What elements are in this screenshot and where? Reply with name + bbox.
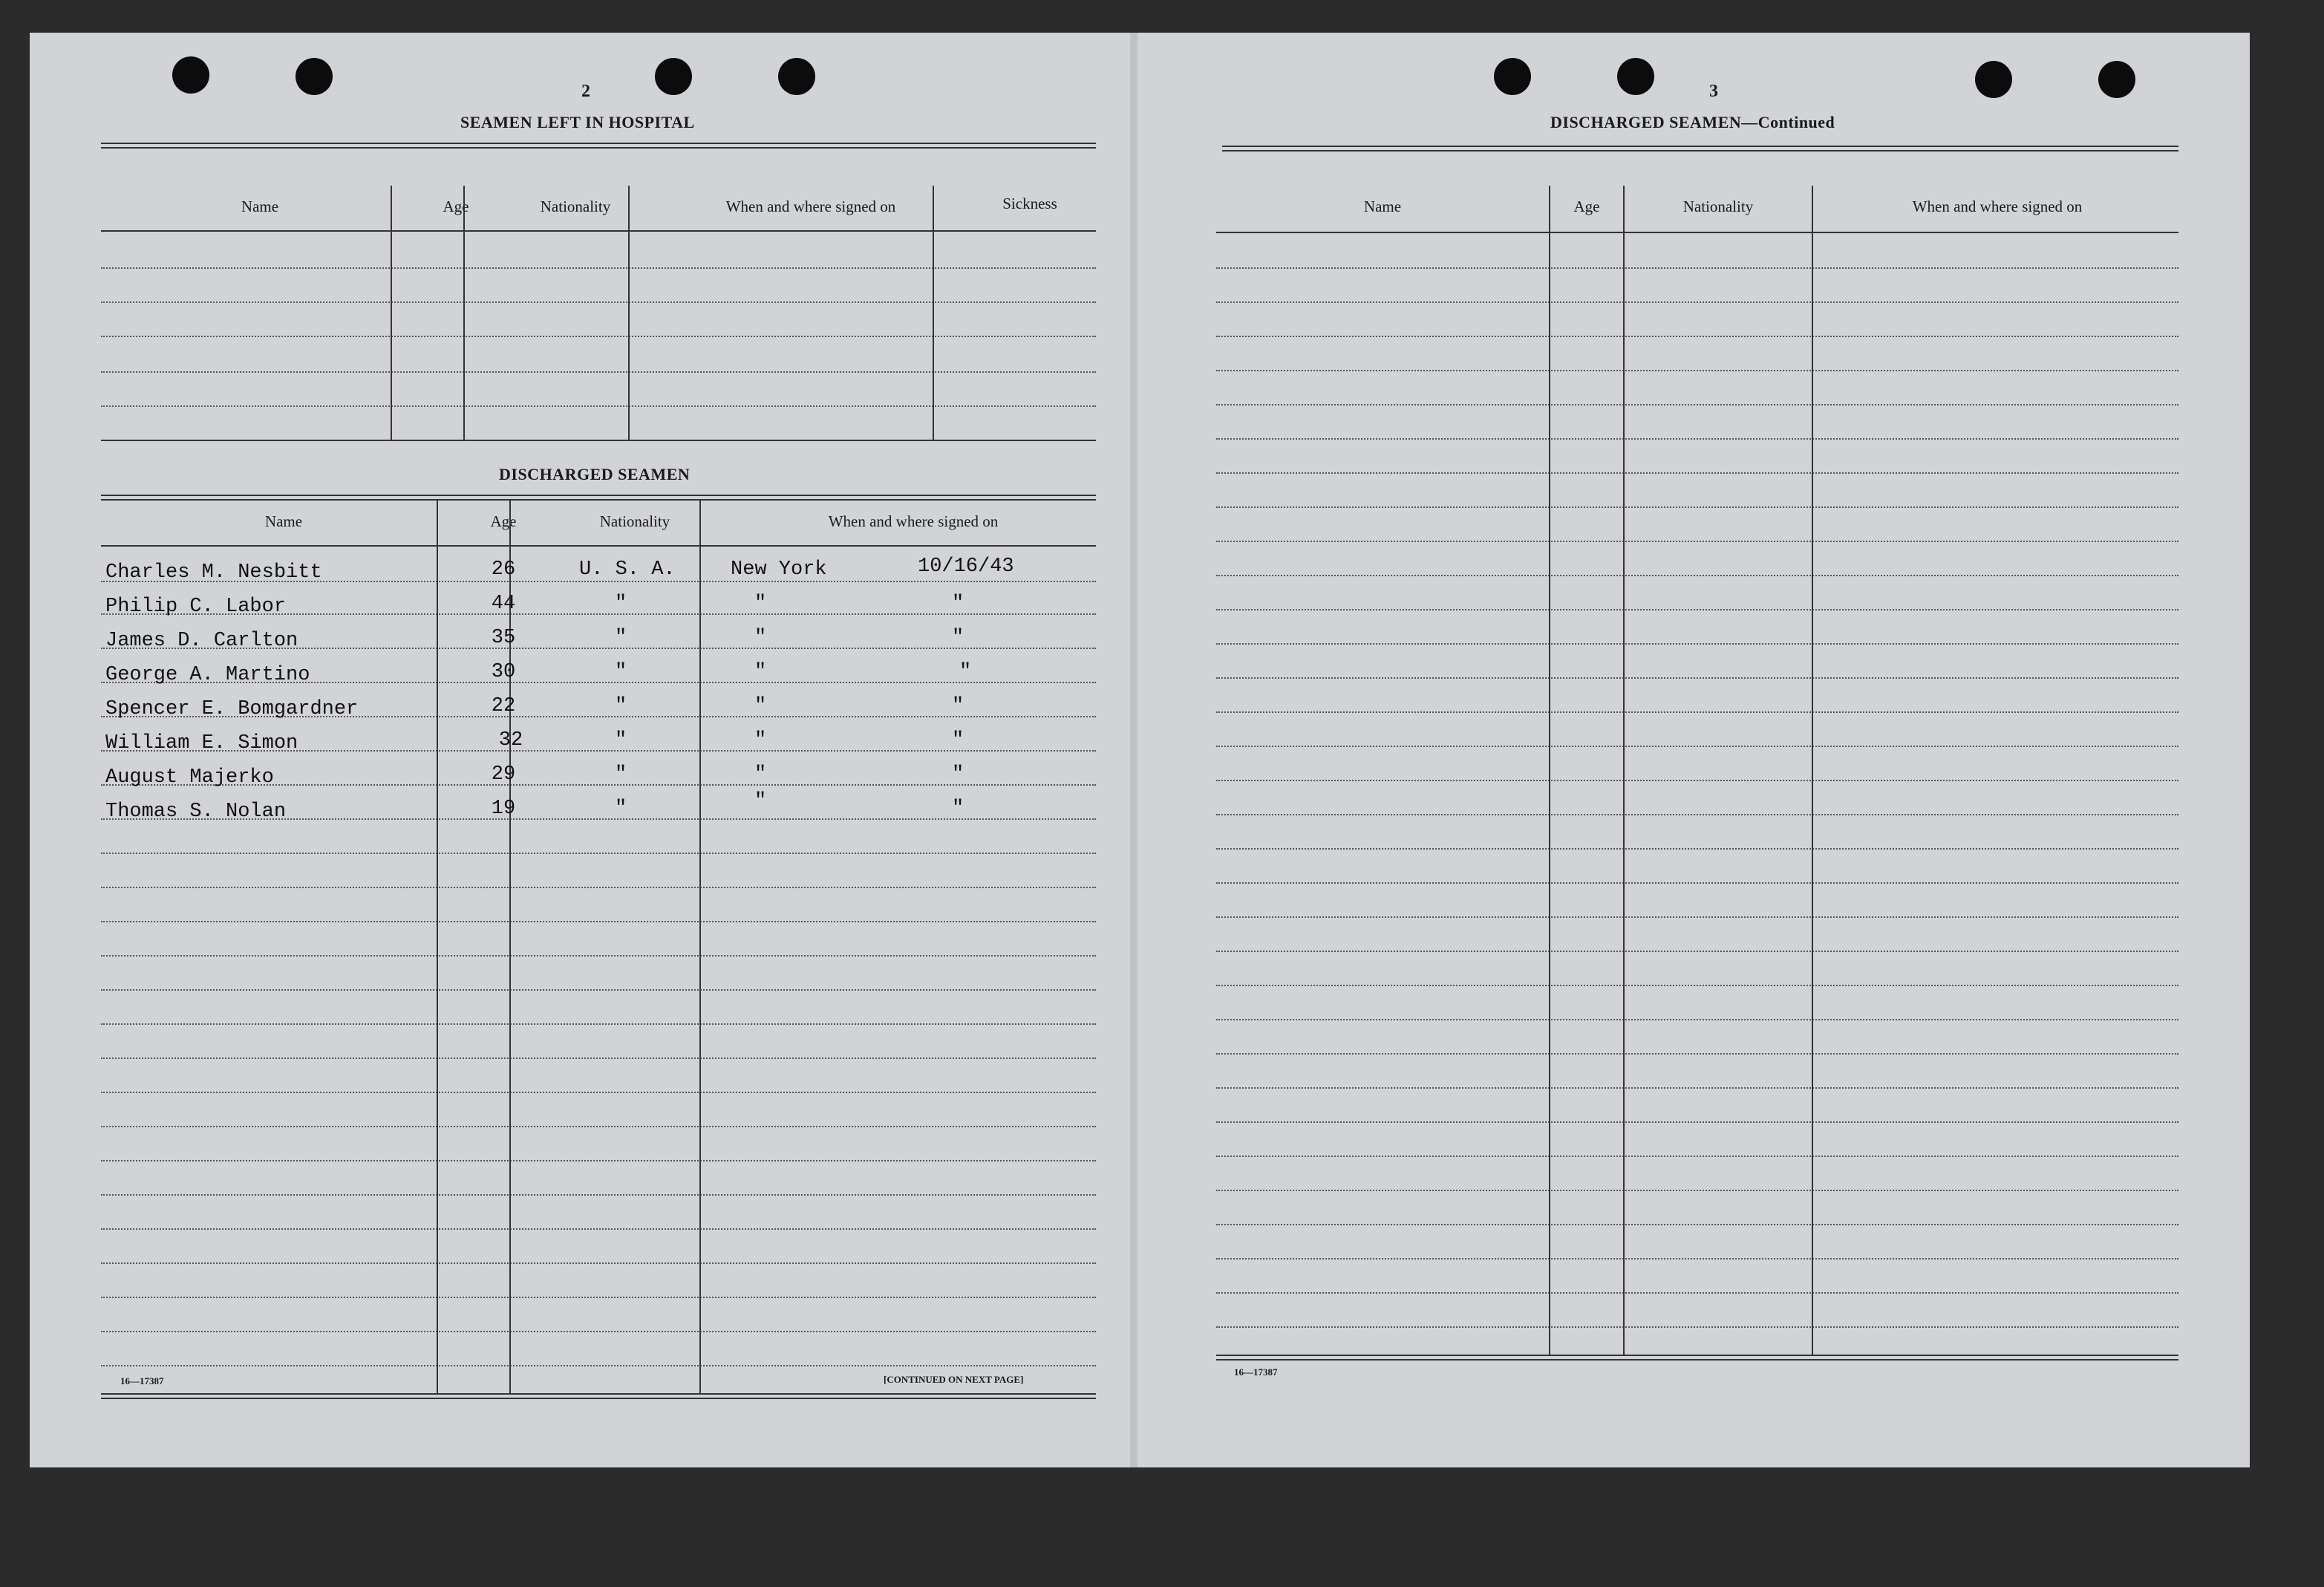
column-divider xyxy=(1812,186,1813,1356)
continued-note: [CONTINUED ON NEXT PAGE] xyxy=(884,1374,1024,1385)
row-line xyxy=(1216,1087,2178,1089)
header-age: Age xyxy=(1573,198,1600,215)
row-line xyxy=(1216,916,2178,918)
signed-on-place: " xyxy=(754,627,767,649)
left-page xyxy=(30,33,1130,1467)
discharged-header-age: Age xyxy=(490,512,517,530)
seaman-name: Charles M. Nesbitt xyxy=(105,561,322,584)
row-line xyxy=(101,1331,1096,1332)
row-line xyxy=(1216,609,2178,610)
punch-hole-icon xyxy=(1975,61,2012,98)
signed-on-place: " xyxy=(754,729,767,752)
right-page xyxy=(1137,33,2250,1467)
signed-on-date: " xyxy=(952,729,964,752)
row-line xyxy=(1216,438,2178,440)
discharged-header-signed-on: When and where signed on xyxy=(828,512,999,530)
header-name: Name xyxy=(1363,198,1402,215)
column-divider xyxy=(463,186,465,441)
row-line xyxy=(1216,882,2178,884)
row-line xyxy=(101,1365,1096,1366)
row-line xyxy=(1216,336,2178,337)
seaman-nationality: " xyxy=(615,798,627,820)
row-line xyxy=(101,921,1096,922)
hospital-header-signed-on: When and where signed on xyxy=(725,198,896,215)
row-line xyxy=(101,853,1096,854)
hospital-bottom-rule xyxy=(101,440,1096,441)
seaman-age: 35 xyxy=(491,627,516,649)
row-line xyxy=(101,1160,1096,1161)
signed-on-date: " xyxy=(952,593,964,615)
seaman-name: James D. Carlton xyxy=(105,630,298,652)
row-line xyxy=(1216,302,2178,303)
hospital-header-sickness: Sickness xyxy=(1002,195,1057,212)
row-line xyxy=(101,1194,1096,1196)
punch-hole-icon xyxy=(172,56,209,94)
signed-on-place: " xyxy=(754,695,767,717)
row-line xyxy=(1216,575,2178,576)
seaman-name: Spencer E. Bomgardner xyxy=(105,698,359,720)
row-line xyxy=(1216,951,2178,952)
row-line xyxy=(101,1297,1096,1298)
row-line xyxy=(1216,985,2178,986)
row-line xyxy=(1216,404,2178,405)
row-line xyxy=(101,405,1096,407)
row-line xyxy=(101,1092,1096,1093)
top-rule xyxy=(1222,146,2178,151)
discharged-header-rule xyxy=(101,545,1096,547)
row-line xyxy=(1216,1190,2178,1191)
discharged-continued-title: DISCHARGED SEAMEN—Continued xyxy=(1550,113,1835,131)
column-divider xyxy=(1623,186,1625,1356)
row-line xyxy=(101,1023,1096,1025)
seaman-nationality: " xyxy=(615,729,627,752)
signed-on-place: " xyxy=(754,661,767,683)
punch-hole-icon xyxy=(296,58,333,95)
header-rule xyxy=(1216,232,2178,233)
page-number: 2 xyxy=(581,82,590,101)
row-line xyxy=(1216,1121,2178,1123)
column-divider xyxy=(437,501,438,1395)
signed-on-place: New York xyxy=(731,558,827,581)
column-divider xyxy=(391,186,392,441)
row-line xyxy=(101,1262,1096,1264)
seaman-nationality: " xyxy=(615,627,627,649)
page-gutter xyxy=(1130,33,1137,1467)
seaman-nationality: " xyxy=(615,661,627,683)
seaman-nationality: " xyxy=(615,593,627,615)
discharged-header-nationality: Nationality xyxy=(599,512,670,530)
row-line xyxy=(101,336,1096,337)
header-signed-on: When and where signed on xyxy=(1912,198,2083,215)
seaman-age: 30 xyxy=(491,661,516,683)
punch-hole-icon xyxy=(655,58,692,95)
signed-on-date: 10/16/43 xyxy=(918,555,1014,578)
hospital-top-rule xyxy=(101,143,1096,149)
row-line xyxy=(1216,370,2178,371)
form-number: 16—17387 xyxy=(1234,1366,1278,1378)
hospital-header-age: Age xyxy=(443,198,469,215)
seaman-age: 26 xyxy=(491,558,516,581)
row-line xyxy=(101,955,1096,957)
row-line xyxy=(1216,643,2178,645)
seaman-name: August Majerko xyxy=(105,766,274,789)
header-nationality: Nationality xyxy=(1682,198,1754,215)
row-line xyxy=(101,1228,1096,1230)
seaman-nationality: " xyxy=(615,695,627,717)
row-line xyxy=(1216,1019,2178,1020)
row-line xyxy=(1216,1156,2178,1157)
seaman-name: William E. Simon xyxy=(105,732,298,755)
seaman-nationality: " xyxy=(615,763,627,786)
hospital-header-rule xyxy=(101,230,1096,232)
signed-on-date: " xyxy=(952,763,964,786)
seaman-name: Thomas S. Nolan xyxy=(105,801,287,823)
row-line xyxy=(101,267,1096,269)
seaman-age: 22 xyxy=(491,695,516,717)
row-line xyxy=(1216,814,2178,815)
row-line xyxy=(101,1058,1096,1059)
seaman-name: George A. Martino xyxy=(105,664,310,686)
row-line xyxy=(1216,472,2178,474)
row-line xyxy=(1216,1224,2178,1225)
punch-hole-icon xyxy=(1617,58,1654,95)
row-line xyxy=(1216,848,2178,850)
signed-on-place: " xyxy=(754,593,767,615)
seaman-age: 44 xyxy=(491,593,516,615)
signed-on-place: " xyxy=(754,790,767,812)
row-line xyxy=(1216,1292,2178,1294)
row-line xyxy=(101,1126,1096,1127)
row-line xyxy=(1216,1258,2178,1260)
row-line xyxy=(1216,677,2178,679)
column-divider xyxy=(699,501,701,1395)
signed-on-date: " xyxy=(952,695,964,717)
signed-on-place: " xyxy=(754,763,767,786)
row-line xyxy=(1216,506,2178,508)
row-line xyxy=(1216,1053,2178,1055)
row-line xyxy=(1216,711,2178,713)
signed-on-date: " xyxy=(952,798,964,820)
column-divider xyxy=(1549,186,1550,1356)
hospital-header-name: Name xyxy=(241,198,279,215)
discharged-bottom-rule xyxy=(101,1393,1096,1399)
hospital-header-nationality: Nationality xyxy=(540,198,611,215)
hospital-section-title: SEAMEN LEFT IN HOSPITAL xyxy=(460,113,695,131)
signed-on-date: " xyxy=(952,627,964,649)
row-line xyxy=(101,371,1096,373)
row-line xyxy=(1216,541,2178,542)
seaman-name: Philip C. Labor xyxy=(105,596,287,618)
row-line xyxy=(1216,780,2178,781)
seaman-age: 32 xyxy=(498,729,523,752)
discharged-header-name: Name xyxy=(264,512,303,530)
row-line xyxy=(101,887,1096,888)
seaman-age: 19 xyxy=(491,798,516,820)
column-divider xyxy=(933,186,934,441)
discharged-top-rule xyxy=(101,495,1096,501)
seaman-age: 29 xyxy=(491,763,516,786)
punch-hole-icon xyxy=(1494,58,1531,95)
row-line xyxy=(1216,1326,2178,1328)
row-line xyxy=(1216,267,2178,269)
punch-hole-icon xyxy=(778,58,815,95)
punch-hole-icon xyxy=(2098,61,2135,98)
signed-on-date: " xyxy=(959,661,972,683)
row-line xyxy=(1216,746,2178,747)
form-number: 16—17387 xyxy=(120,1375,164,1386)
seaman-nationality: U. S. A. xyxy=(579,558,676,581)
discharged-section-title: DISCHARGED SEAMEN xyxy=(499,465,691,483)
bottom-rule xyxy=(1216,1355,2178,1360)
row-line xyxy=(101,989,1096,991)
column-divider xyxy=(628,186,630,441)
page-number: 3 xyxy=(1709,82,1718,101)
row-line xyxy=(101,302,1096,303)
